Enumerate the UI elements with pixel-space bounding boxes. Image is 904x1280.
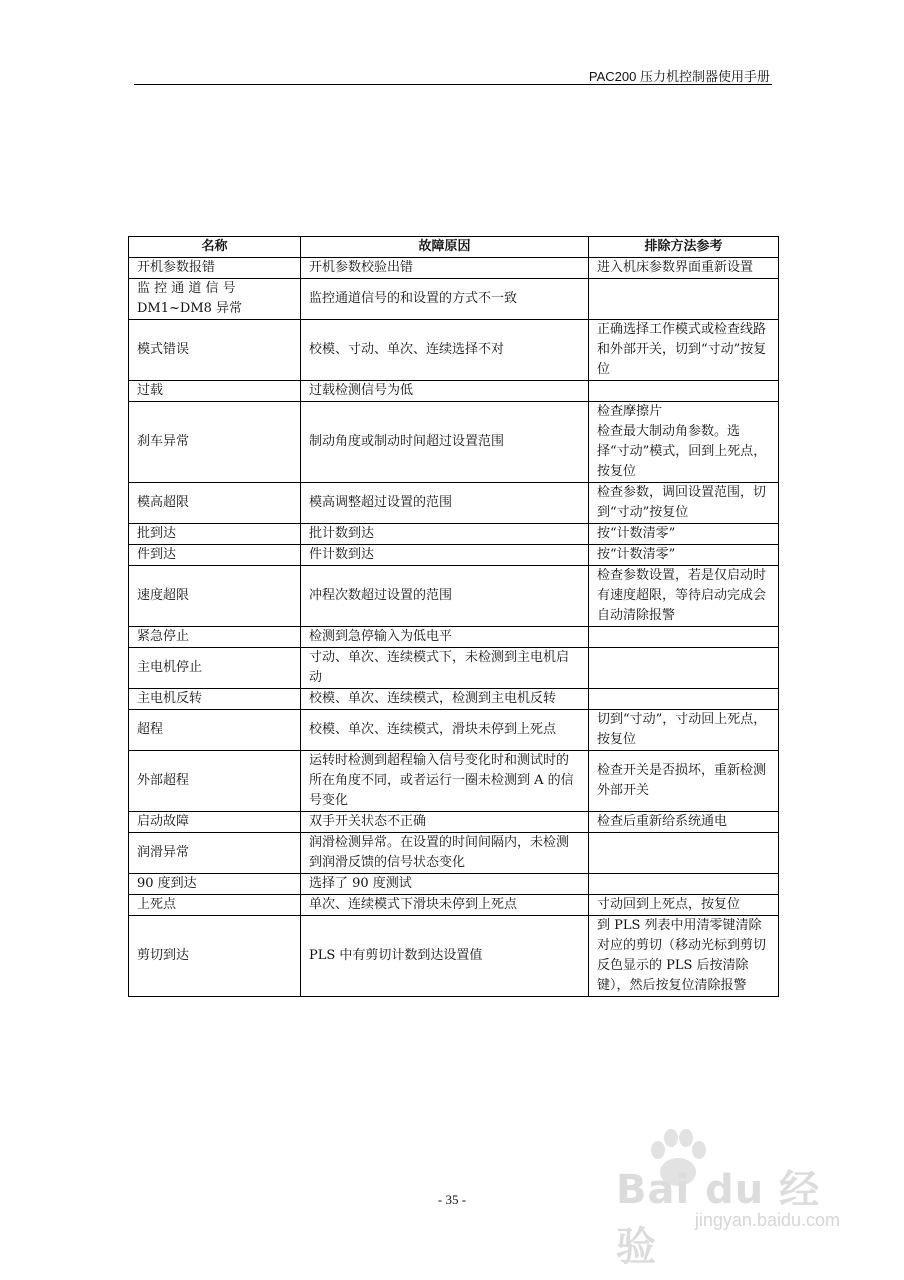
watermark-logo-text: Bai du 经验 xyxy=(616,1167,821,1270)
table-row xyxy=(129,483,779,524)
cell-name: 上死点 xyxy=(129,895,301,916)
table-row xyxy=(129,402,779,483)
cell-fix xyxy=(589,833,779,874)
table-row xyxy=(129,627,779,648)
cell-cause: 校模、单次、连续模式，检测到主电机反转 xyxy=(301,689,589,710)
cell-fix: 检查后重新给系统通电 xyxy=(589,812,779,833)
table-row xyxy=(129,279,779,320)
table-row xyxy=(129,710,779,751)
cell-fix xyxy=(589,689,779,710)
cell-cause: 监控通道信号的和设置的方式不一致 xyxy=(301,279,589,320)
cell-fix: 进入机床参数界面重新设置 xyxy=(589,258,779,279)
header-name: 名称 xyxy=(129,237,301,258)
cell-name: 启动故障 xyxy=(129,812,301,833)
table-row xyxy=(129,381,779,402)
page-number: - 35 - xyxy=(437,1192,467,1207)
cell-fix xyxy=(589,381,779,402)
cell-name: 超程 xyxy=(129,710,301,751)
cell-cause: 单次、连续模式下滑块未停到上死点 xyxy=(301,895,589,916)
fault-table-body xyxy=(129,258,779,997)
cell-name: 润滑异常 xyxy=(129,833,301,874)
cell-name: 速度超限 xyxy=(129,566,301,627)
cell-name: 主电机停止 xyxy=(129,648,301,689)
cell-fix: 按“计数清零” xyxy=(589,545,779,566)
table-header-row xyxy=(129,237,779,258)
watermark-url: jingyan.baidu.com xyxy=(694,1210,840,1230)
cell-cause: 开机参数校验出错 xyxy=(301,258,589,279)
table-row xyxy=(129,874,779,895)
cell-cause: 润滑检测异常。在设置的时间间隔内，未检测到润滑反馈的信号状态变化 xyxy=(301,833,589,874)
cell-name: 监 控 通 道 信 号 DM1~DM8 异常 xyxy=(129,279,301,320)
table-row xyxy=(129,648,779,689)
baidu-jingyan-watermark xyxy=(616,1118,846,1270)
cell-name: 模高超限 xyxy=(129,483,301,524)
table-row xyxy=(129,524,779,545)
header-cause: 故障原因 xyxy=(301,237,589,258)
table-row xyxy=(129,895,779,916)
cell-cause: PLS 中有剪切计数到达设置值 xyxy=(301,916,589,997)
cell-name: 批到达 xyxy=(129,524,301,545)
cell-name: 过载 xyxy=(129,381,301,402)
header-fix: 排除方法参考 xyxy=(589,237,779,258)
cell-fix: 检查开关是否损坏，重新检测外部开关 xyxy=(589,751,779,812)
cell-fix xyxy=(589,874,779,895)
table-row xyxy=(129,545,779,566)
cell-fix: 检查摩擦片 检查最大制动角参数。选择“寸动”模式，回到上死点，按复位 xyxy=(589,402,779,483)
cell-cause: 制动角度或制动时间超过设置范围 xyxy=(301,402,589,483)
document-header-title: PAC200 压力机控制器使用手册 xyxy=(588,69,770,84)
cell-name: 模式错误 xyxy=(129,320,301,381)
cell-name: 刹车异常 xyxy=(129,402,301,483)
cell-fix: 寸动回到上死点，按复位 xyxy=(589,895,779,916)
cell-name: 件到达 xyxy=(129,545,301,566)
table-row xyxy=(129,689,779,710)
cell-fix: 到 PLS 列表中用清零键清除对应的剪切（移动光标到剪切反色显示的 PLS 后按清除键），然后按复位清除报警 xyxy=(589,916,779,997)
cell-name: 剪切到达 xyxy=(129,916,301,997)
cell-cause: 模高调整超过设置的范围 xyxy=(301,483,589,524)
cell-fix: 切到“寸动”，寸动回上死点，按复位 xyxy=(589,710,779,751)
cell-fix xyxy=(589,648,779,689)
cell-name: 90 度到达 xyxy=(129,874,301,895)
cell-fix: 按“计数清零” xyxy=(589,524,779,545)
fault-table xyxy=(128,236,779,997)
cell-name: 外部超程 xyxy=(129,751,301,812)
cell-cause: 双手开关状态不正确 xyxy=(301,812,589,833)
table-row xyxy=(129,916,779,997)
cell-fix xyxy=(589,627,779,648)
cell-cause: 校模、单次、连续模式，滑块未停到上死点 xyxy=(301,710,589,751)
header-rule xyxy=(134,84,772,85)
table-row xyxy=(129,566,779,627)
cell-cause: 过载检测信号为低 xyxy=(301,381,589,402)
cell-name: 主电机反转 xyxy=(129,689,301,710)
table-row xyxy=(129,751,779,812)
table-row xyxy=(129,833,779,874)
cell-fix xyxy=(589,279,779,320)
cell-fix: 检查参数设置，若是仅启动时有速度超限，等待启动完成会自动清除报警 xyxy=(589,566,779,627)
cell-cause: 冲程次数超过设置的范围 xyxy=(301,566,589,627)
table-row xyxy=(129,812,779,833)
cell-name: 紧急停止 xyxy=(129,627,301,648)
cell-cause: 寸动、单次、连续模式下，未检测到主电机启动 xyxy=(301,648,589,689)
table-row xyxy=(129,258,779,279)
cell-name: 开机参数报错 xyxy=(129,258,301,279)
cell-cause: 批计数到达 xyxy=(301,524,589,545)
cell-cause: 选择了 90 度测试 xyxy=(301,874,589,895)
cell-cause: 件计数到达 xyxy=(301,545,589,566)
cell-fix: 检查参数，调回设置范围，切到“寸动”按复位 xyxy=(589,483,779,524)
cell-fix: 正确选择工作模式或检查线路和外部开关，切到“寸动”按复位 xyxy=(589,320,779,381)
cell-cause: 运转时检测到超程输入信号变化时和测试时的所在角度不同，或者运行一圈未检测到 A 的信号变化 xyxy=(301,751,589,812)
cell-cause: 检测到急停输入为低电平 xyxy=(301,627,589,648)
cell-cause: 校模、寸动、单次、连续选择不对 xyxy=(301,320,589,381)
table-row xyxy=(129,320,779,381)
